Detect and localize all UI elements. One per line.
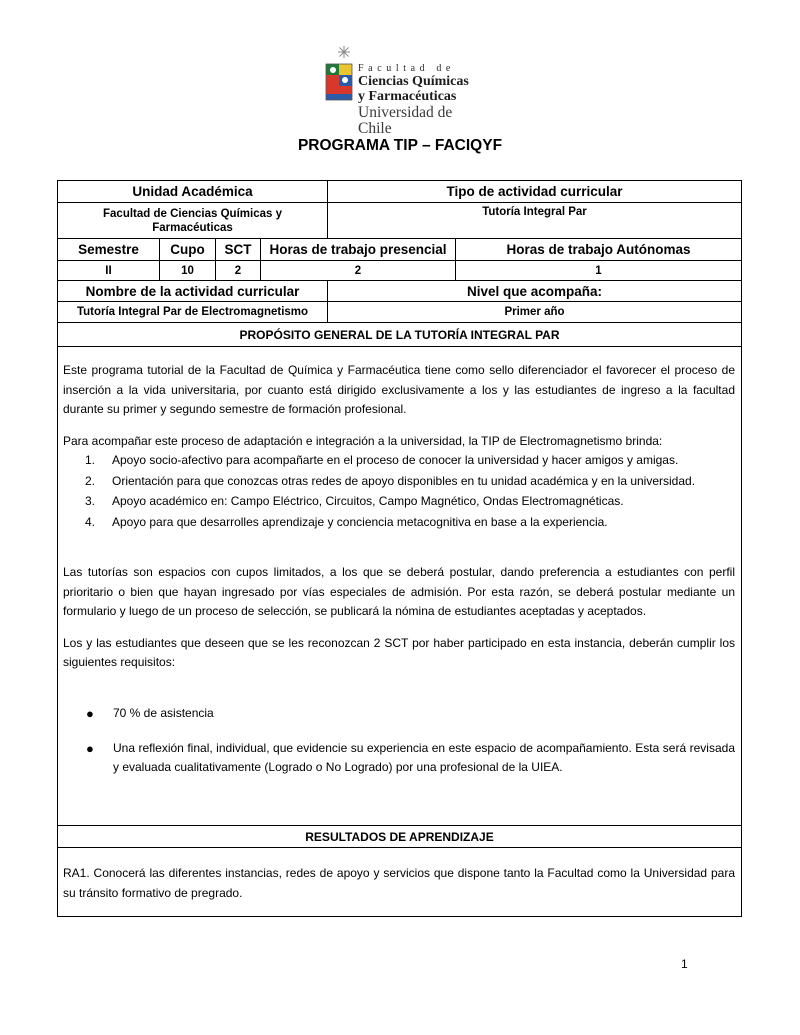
- list-item: [63, 472, 735, 491]
- resultados-heading: RESULTADOS DE APRENDIZAJE: [305, 829, 494, 844]
- requisito-item: [63, 739, 735, 777]
- list-item-text: Apoyo académico en: Campo Eléctrico, Circuitos, Campo Magnético, Ondas Electromagnéticas.: [112, 494, 624, 508]
- bullet-icon: ●: [86, 706, 94, 721]
- postulacion-section: [63, 563, 735, 685]
- list-item-text: Apoyo socio-afectivo para acompañarte en el proceso de conocer la universidad y hacer amigos y amigas.: [112, 453, 679, 467]
- semestre-value: II: [105, 264, 112, 277]
- horas-autonomas-value: 1: [595, 264, 602, 277]
- unidad-academica-value: Facultad de Ciencias Químicas y Farmacéuticas: [103, 207, 282, 234]
- horas-presencial-label: Horas de trabajo presencial: [269, 242, 447, 257]
- proposito-paragraph-2: Para acompañar este proceso de adaptación e integración a la universidad, la TIP de Electromagnetismo brinda:: [63, 433, 663, 448]
- nombre-actividad-value: Tutoría Integral Par de Electromagnetismo: [76, 306, 309, 318]
- cupo-value: 10: [181, 264, 194, 277]
- list-item-number: 3.: [85, 494, 96, 508]
- proposito-heading: PROPÓSITO GENERAL DE LA TUTORÍA INTEGRAL PAR: [239, 327, 560, 342]
- nombre-actividad-label: Nombre de la actividad curricular: [85, 283, 300, 299]
- list-item-text: Apoyo para que desarrolles aprendizaje y conciencia metacognitiva en base a la experiencia.: [112, 514, 608, 529]
- apoyo-list: [63, 451, 735, 533]
- bullet-icon: ●: [86, 741, 94, 756]
- requisito-text: 70 % de asistencia: [113, 706, 214, 720]
- proposito-paragraph-1: Este programa tutorial de la Facultad de Química y Farmacéutica tiene como sello diferenciador el favorecer el proceso de inserción a la vida universitaria, por cuanto está dirigido exclusivamente a los y las estudiantes de ingreso a la facultad durante su primer y segundo semestre de formación profesional.: [63, 363, 735, 416]
- list-item-text: Orientación para que conozcas otras redes de apoyo disponibles en tu unidad académica y en la universidad.: [112, 473, 696, 488]
- proposito-paragraph-3: Las tutorías son espacios con cupos limitados, a los que se deberá postular, dando preferencia a estudiantes con perfil prioritario o bien que hayan ingresado por vías especiales de admisión. Por esta razón, se deberá postular mediante un formulario y luego de un proceso de selección, se publicará la nómina de estudiantes aceptadas y aceptados.: [63, 565, 735, 618]
- logo-faculty-label: Facultad de: [358, 63, 455, 74]
- tipo-actividad-label: Tipo de actividad curricular: [446, 184, 623, 199]
- list-item: [63, 513, 735, 532]
- nivel-acompana-value: Primer año: [504, 306, 565, 318]
- semestre-label: Semestre: [78, 242, 139, 257]
- list-item-number: 4.: [85, 514, 96, 529]
- nivel-acompana-label: Nivel que acompaña:: [466, 283, 603, 299]
- page-title: PROGRAMA TIP – FACIQYF: [297, 137, 503, 154]
- unidad-academica-label: Unidad Académica: [132, 184, 253, 199]
- horas-presencial-value: 2: [354, 264, 362, 277]
- proposito-intro: [63, 361, 735, 451]
- page-number: 1: [681, 957, 688, 971]
- ra1-text: RA1. Conocerá las diferentes instancias, redes de apoyo y servicios que dispone tanto la Facultad como la Universidad para su tránsito formativo de pregrado.: [63, 866, 735, 900]
- list-item: [63, 492, 735, 511]
- requisito-text: Una reflexión final, individual, que evidencie su experiencia en este espacio de acompañamiento. Esta será revisada y evaluada cualitativamente (Logrado o No Logrado) por una profesional de la UIEA.: [113, 741, 735, 774]
- tipo-actividad-value: Tutoría Integral Par: [482, 206, 587, 218]
- horas-autonomas-label: Horas de trabajo Autónomas: [506, 242, 691, 257]
- requisito-item: [63, 704, 735, 723]
- sct-label: SCT: [224, 242, 252, 257]
- sct-value: 2: [234, 264, 242, 277]
- proposito-paragraph-4: Los y las estudiantes que deseen que se les reconozcan 2 SCT por haber participado en esta instancia, deberán cumplir los siguientes requisitos:: [63, 635, 735, 669]
- logo-university-name: Universidad de Chile: [358, 104, 453, 137]
- logo-line-farmaceuticas: y Farmacéuticas: [358, 89, 457, 104]
- list-item-number: 2.: [85, 473, 96, 488]
- list-item: [63, 451, 735, 470]
- list-item-number: 1.: [85, 453, 96, 467]
- cupo-label: Cupo: [170, 242, 205, 257]
- resultados-body: [63, 864, 735, 915]
- faculty-logo: [322, 44, 482, 137]
- logo-line-ciencias: Ciencias Químicas: [358, 74, 469, 89]
- university-emblem-icon: [322, 44, 358, 106]
